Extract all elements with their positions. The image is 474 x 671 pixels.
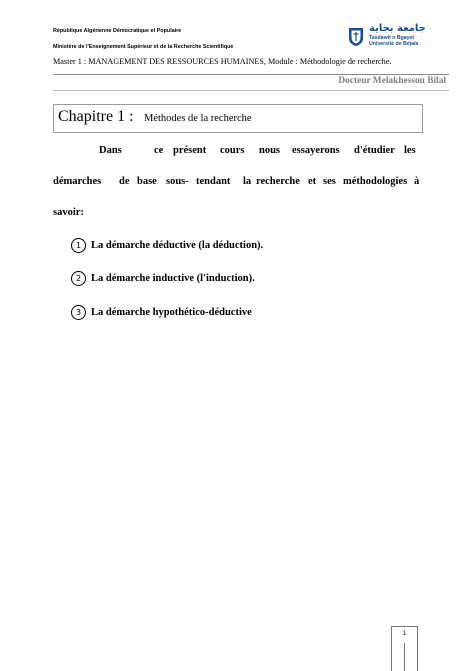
word: Dans bbox=[99, 145, 122, 156]
header-ministry: Ministère de l'Enseignement Supérieur et de la Recherche Scientifique bbox=[53, 44, 234, 50]
word: sous- bbox=[166, 176, 189, 187]
page-number: 1 bbox=[402, 631, 407, 637]
list-item bbox=[71, 271, 255, 286]
word: tendant bbox=[196, 176, 231, 187]
author-divider bbox=[53, 90, 449, 91]
chapter-title: Méthodes de la recherche bbox=[144, 113, 252, 124]
circled-number-icon: 3 bbox=[71, 305, 86, 320]
word: présent bbox=[173, 145, 207, 156]
list-item-text: La démarche inductive (l'induction). bbox=[91, 272, 255, 284]
university-logo bbox=[347, 23, 427, 49]
header-republic: République Algérienne Démocratique et Populaire bbox=[53, 28, 182, 34]
word: de bbox=[119, 176, 130, 187]
word: recherche bbox=[256, 176, 300, 187]
paragraph-line-3: savoir: bbox=[53, 207, 84, 218]
word: les bbox=[404, 145, 416, 156]
page-number-tick bbox=[404, 643, 405, 671]
word: à bbox=[414, 176, 420, 187]
word: et bbox=[308, 176, 317, 187]
author-name: Docteur Melakhessou Bilal bbox=[338, 76, 446, 86]
page-number-box bbox=[391, 626, 418, 671]
header-divider bbox=[53, 74, 449, 75]
word: ce bbox=[154, 145, 164, 156]
word: d'étudier bbox=[354, 145, 395, 156]
logo-kabyle-name: Tasdawit n Bgayet bbox=[369, 35, 415, 41]
word: base bbox=[137, 176, 157, 187]
word: démarches bbox=[53, 176, 102, 187]
university-seal-icon bbox=[347, 25, 365, 47]
course-info: Master 1 : MANAGEMENT DES RESSOURCES HUMAINES, Module : Méthodologie de recherche. bbox=[53, 57, 392, 66]
list-item-text: La démarche déductive (la déduction). bbox=[91, 239, 264, 251]
circled-number-icon: 1 bbox=[71, 238, 86, 253]
logo-arabic-name: جامعة بجاية bbox=[369, 23, 426, 34]
logo-french-name: Université de Béjaïa bbox=[369, 41, 419, 47]
chapter-heading-box bbox=[53, 104, 423, 133]
word: la bbox=[243, 176, 252, 187]
word: méthodologies bbox=[343, 176, 408, 187]
word: essayerons bbox=[292, 145, 340, 156]
chapter-number: Chapitre 1 : bbox=[58, 108, 134, 125]
word: nous bbox=[259, 145, 281, 156]
list-item bbox=[71, 305, 252, 320]
list-item-text: La démarche hypothético-déductive bbox=[91, 306, 252, 318]
word: cours bbox=[220, 145, 245, 156]
list-item bbox=[71, 238, 263, 253]
word: ses bbox=[323, 176, 336, 187]
circled-number-icon: 2 bbox=[71, 271, 86, 286]
